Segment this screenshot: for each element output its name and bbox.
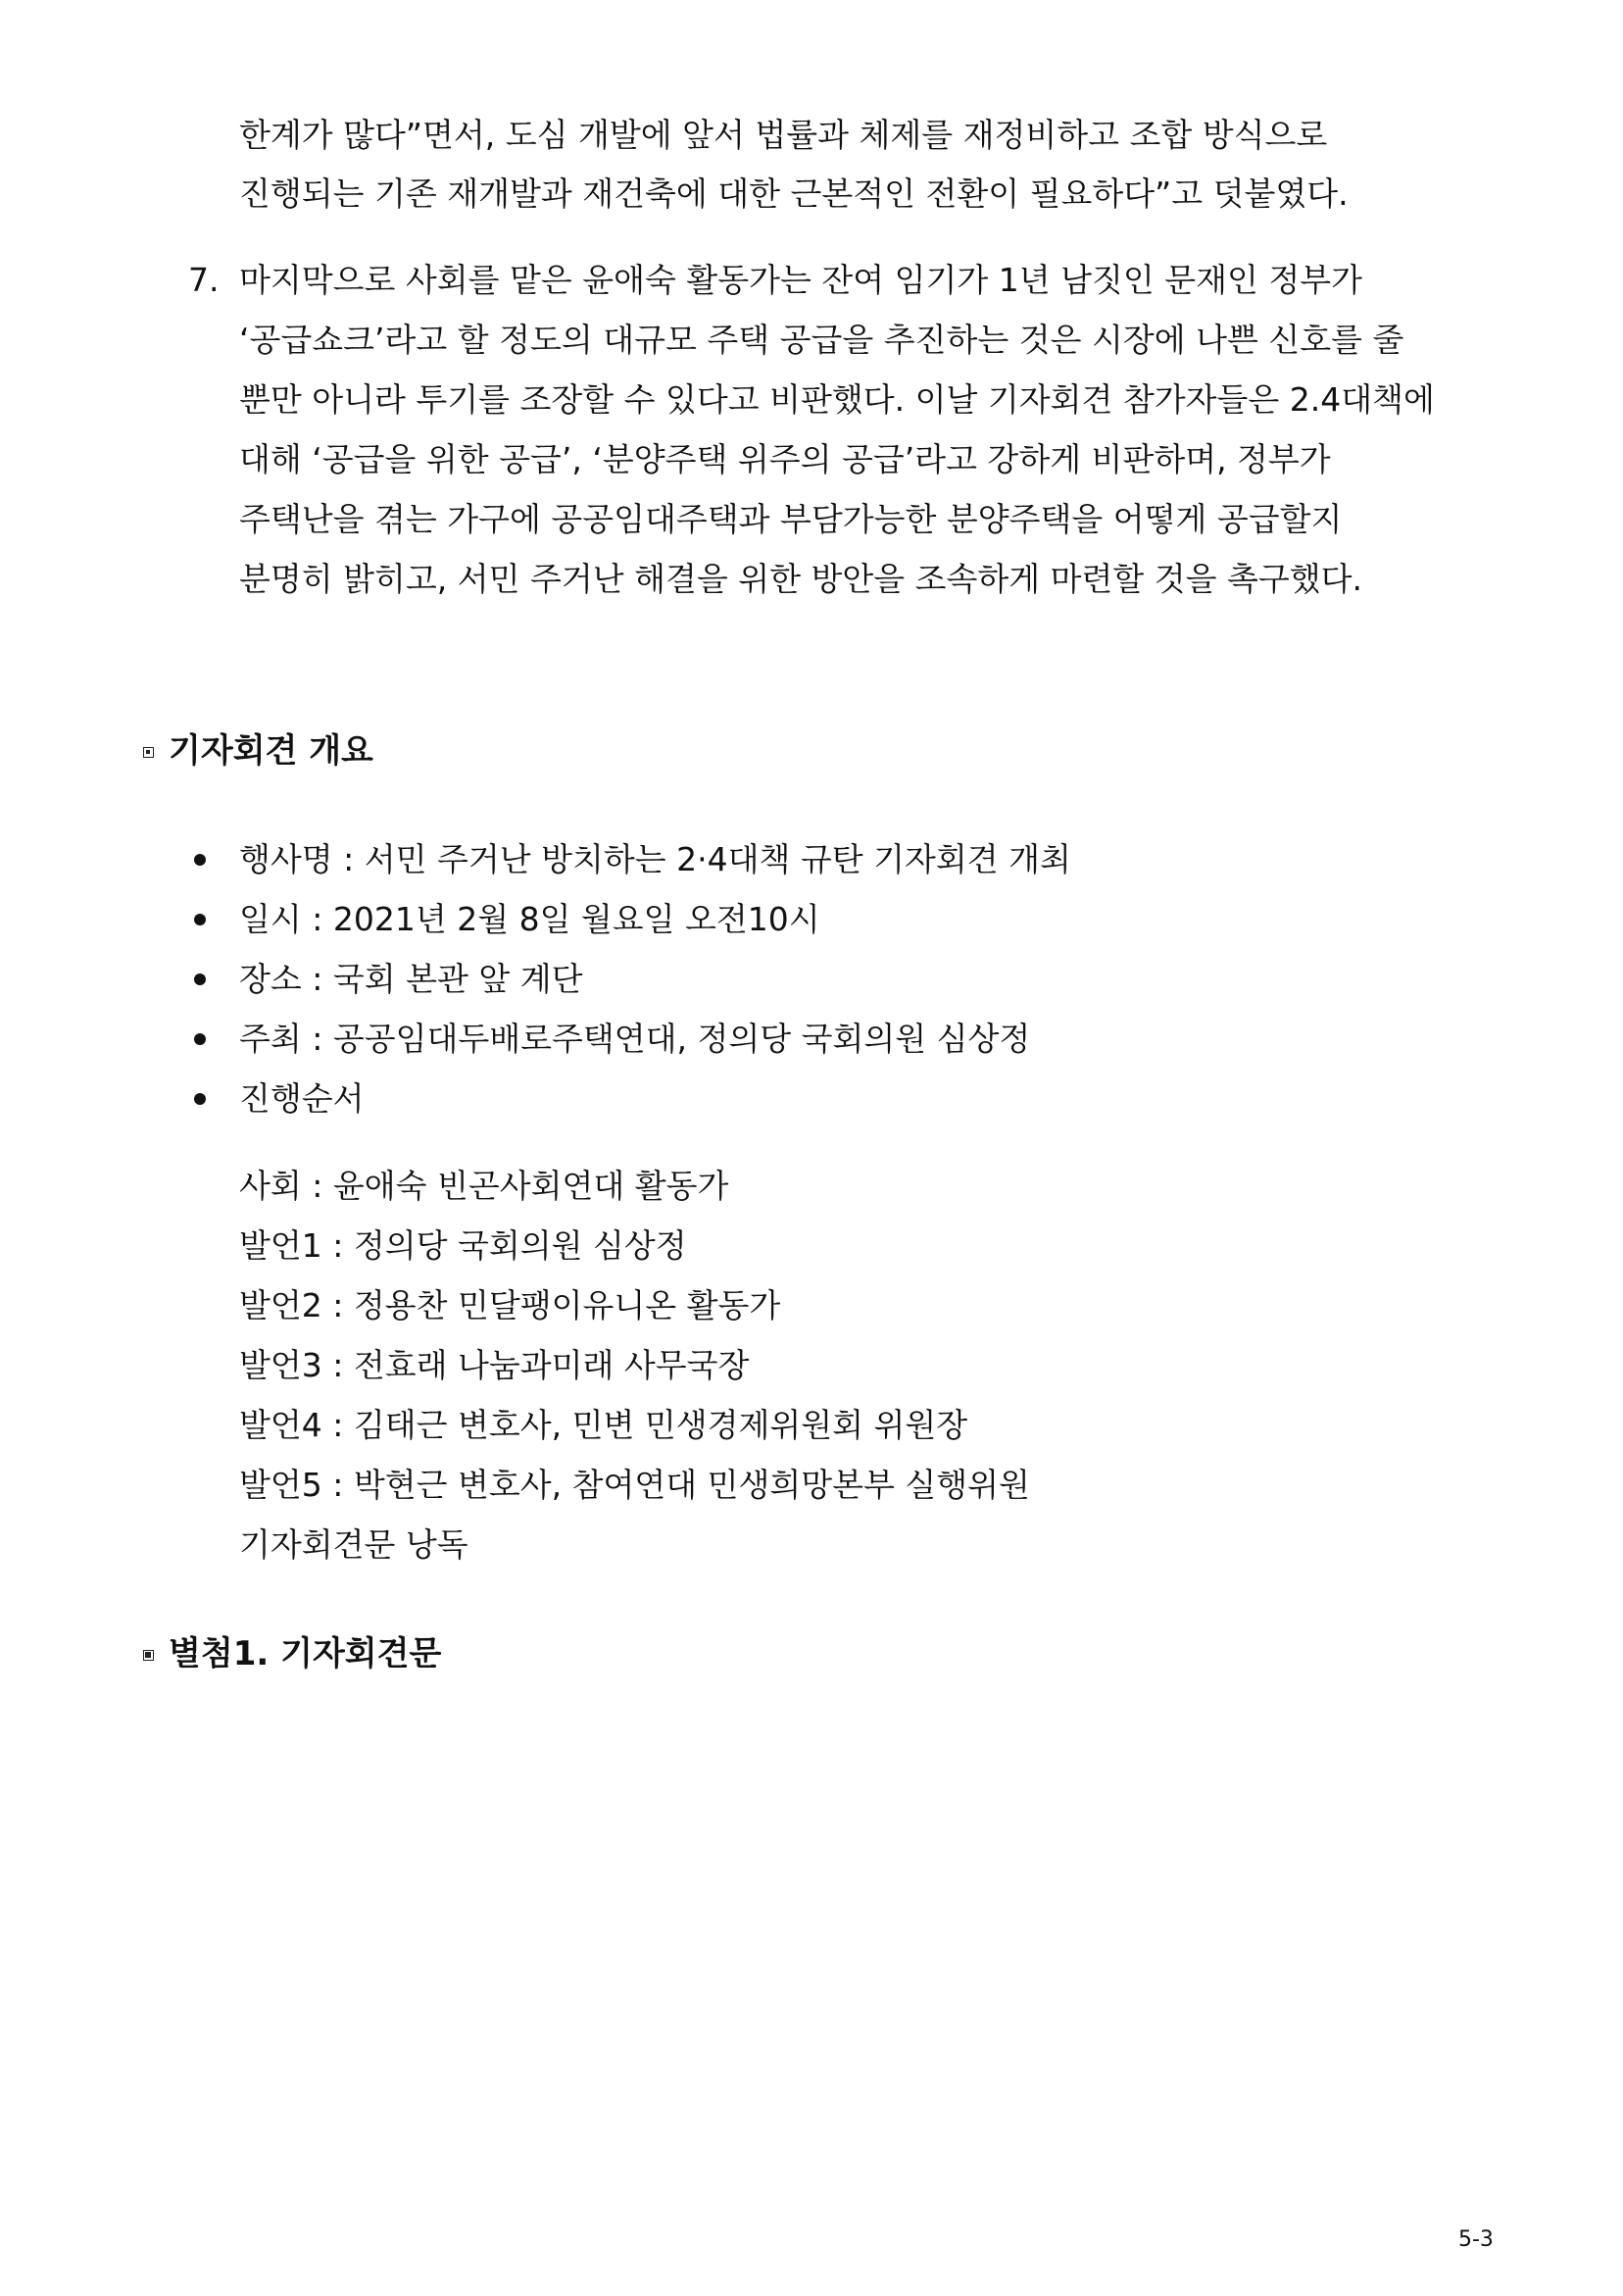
program-item-host: 사회 : 윤애숙 빈곤사회연대 활동가 [239, 1167, 729, 1205]
overview-bullet-event: 행사명 : 서민 주거난 방치하는 2·4대책 규탄 기자회견 개최 [239, 840, 1071, 878]
overview-heading: 기자회견 개요 [169, 731, 373, 771]
item-7-line-6: 분명히 밝히고, 서민 주거난 해결을 위한 방안을 조속하게 마련할 것을 촉구했다. [239, 560, 1362, 598]
program-item-speech-2: 발언2 : 정용찬 민달팽이유니온 활동가 [239, 1286, 781, 1324]
bullet-icon [194, 1033, 206, 1045]
bullet-icon [194, 854, 206, 866]
program-item-speech-3: 발언3 : 전효래 나눔과미래 사무국장 [239, 1346, 750, 1384]
item-7-line-2: ‘공급쇼크’라고 할 정도의 대규모 주택 공급을 추진하는 것은 시장에 나쁜 신호를 줄 [239, 321, 1404, 359]
item-7-line-3: 뿐만 아니라 투기를 조장할 수 있다고 비판했다. 이날 기자회견 참가자들은 2.4대책에 [239, 380, 1435, 419]
item-7-line-5: 주택난을 겪는 가구에 공공임대주택과 부담가능한 분양주택을 어떻게 공급할지 [239, 500, 1343, 538]
intro-line-1: 한계가 많다”면서, 도심 개발에 앞서 법률과 체제를 재정비하고 조합 방식으로 [239, 116, 1328, 154]
program-item-speech-1: 발언1 : 정의당 국회의원 심상정 [239, 1226, 687, 1265]
program-item-reading: 기자회견문 낭독 [239, 1525, 468, 1564]
intro-line-2: 진행되는 기존 재개발과 재건축에 대한 근본적인 전환이 필요하다”고 덧붙였다. [239, 175, 1349, 213]
section-square-icon [143, 747, 154, 758]
page-number: 5-3 [1458, 2227, 1494, 2252]
item-7-line-1: 마지막으로 사회를 맡은 윤애숙 활동가는 잔여 임기가 1년 남짓인 문재인 정부가 [239, 261, 1362, 299]
overview-bullet-program: 진행순서 [239, 1079, 365, 1118]
program-item-speech-5: 발언5 : 박현근 변호사, 참여연대 민생희망본부 실행위원 [239, 1466, 1030, 1504]
overview-bullet-date: 일시 : 2021년 2월 8일 월요일 오전10시 [239, 900, 820, 938]
bullet-icon [194, 973, 206, 985]
program-item-speech-4: 발언4 : 김태근 변호사, 민변 민생경제위원회 위원장 [239, 1406, 968, 1444]
attachment-heading: 별첨1. 기자회견문 [169, 1634, 442, 1673]
item-7-number: 7. [188, 261, 220, 299]
bullet-icon [194, 1093, 206, 1105]
section-square-icon [143, 1650, 154, 1661]
overview-bullet-place: 장소 : 국회 본관 앞 계단 [239, 960, 583, 998]
item-7-line-4: 대해 ‘공급을 위한 공급’, ‘분양주택 위주의 공급’라고 강하게 비판하며, 정부가 [239, 440, 1331, 478]
bullet-icon [194, 914, 206, 925]
overview-bullet-host: 주최 : 공공임대두배로주택연대, 정의당 국회의원 심상정 [239, 1020, 1031, 1058]
